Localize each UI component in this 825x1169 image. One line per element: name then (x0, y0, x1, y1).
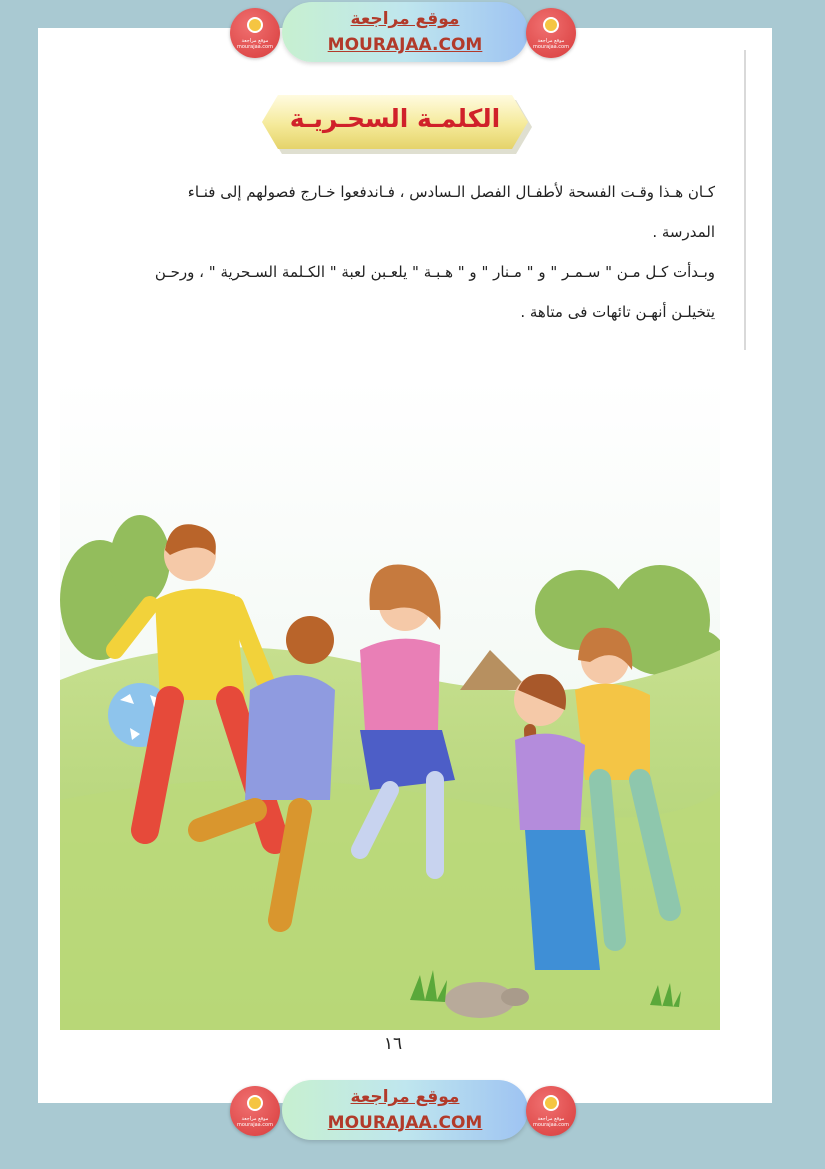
children-playing-illustration (60, 380, 720, 1030)
story-line-4: يتخيلـن أنهـن تائهات فى متاهة . (520, 303, 715, 321)
site-banner-top[interactable] (236, 2, 582, 62)
story-line-3: وبـدأت كـل مـن " سـمـر " و " مـنار " و " هـبـة " يلعـبن لعبة " الكـلمة السـحرية " ، ورحـن (154, 263, 715, 281)
story-line-2: المدرسة . (652, 223, 715, 241)
banner-arabic-link[interactable]: موقع مراجعة (350, 9, 460, 29)
story-title: الكلمـة السحـريـة (289, 104, 501, 133)
banner-arabic-link[interactable]: موقع مراجعة (350, 1087, 460, 1107)
story-line-1: كـان هـذا وقـت الفسحة لأطفـال الفصل الـسادس ، فـاندفعوا خـارج فصولهم إلى فنـاء (187, 183, 715, 201)
page-number: ١٦ (383, 1034, 403, 1054)
banner-latin-link[interactable]: MOURAJAA.COM (327, 1113, 483, 1133)
site-banner-bottom[interactable] (236, 1080, 582, 1140)
site-logo-icon: موقع مراجعة mourajaa.com (526, 8, 576, 58)
site-logo-icon: موقع مراجعة mourajaa.com (526, 1086, 576, 1136)
site-logo-icon: موقع مراجعة mourajaa.com (230, 8, 280, 58)
banner-latin-link[interactable]: MOURAJAA.COM (327, 35, 483, 55)
site-logo-icon: موقع مراجعة mourajaa.com (230, 1086, 280, 1136)
page-edge-line (744, 50, 746, 350)
